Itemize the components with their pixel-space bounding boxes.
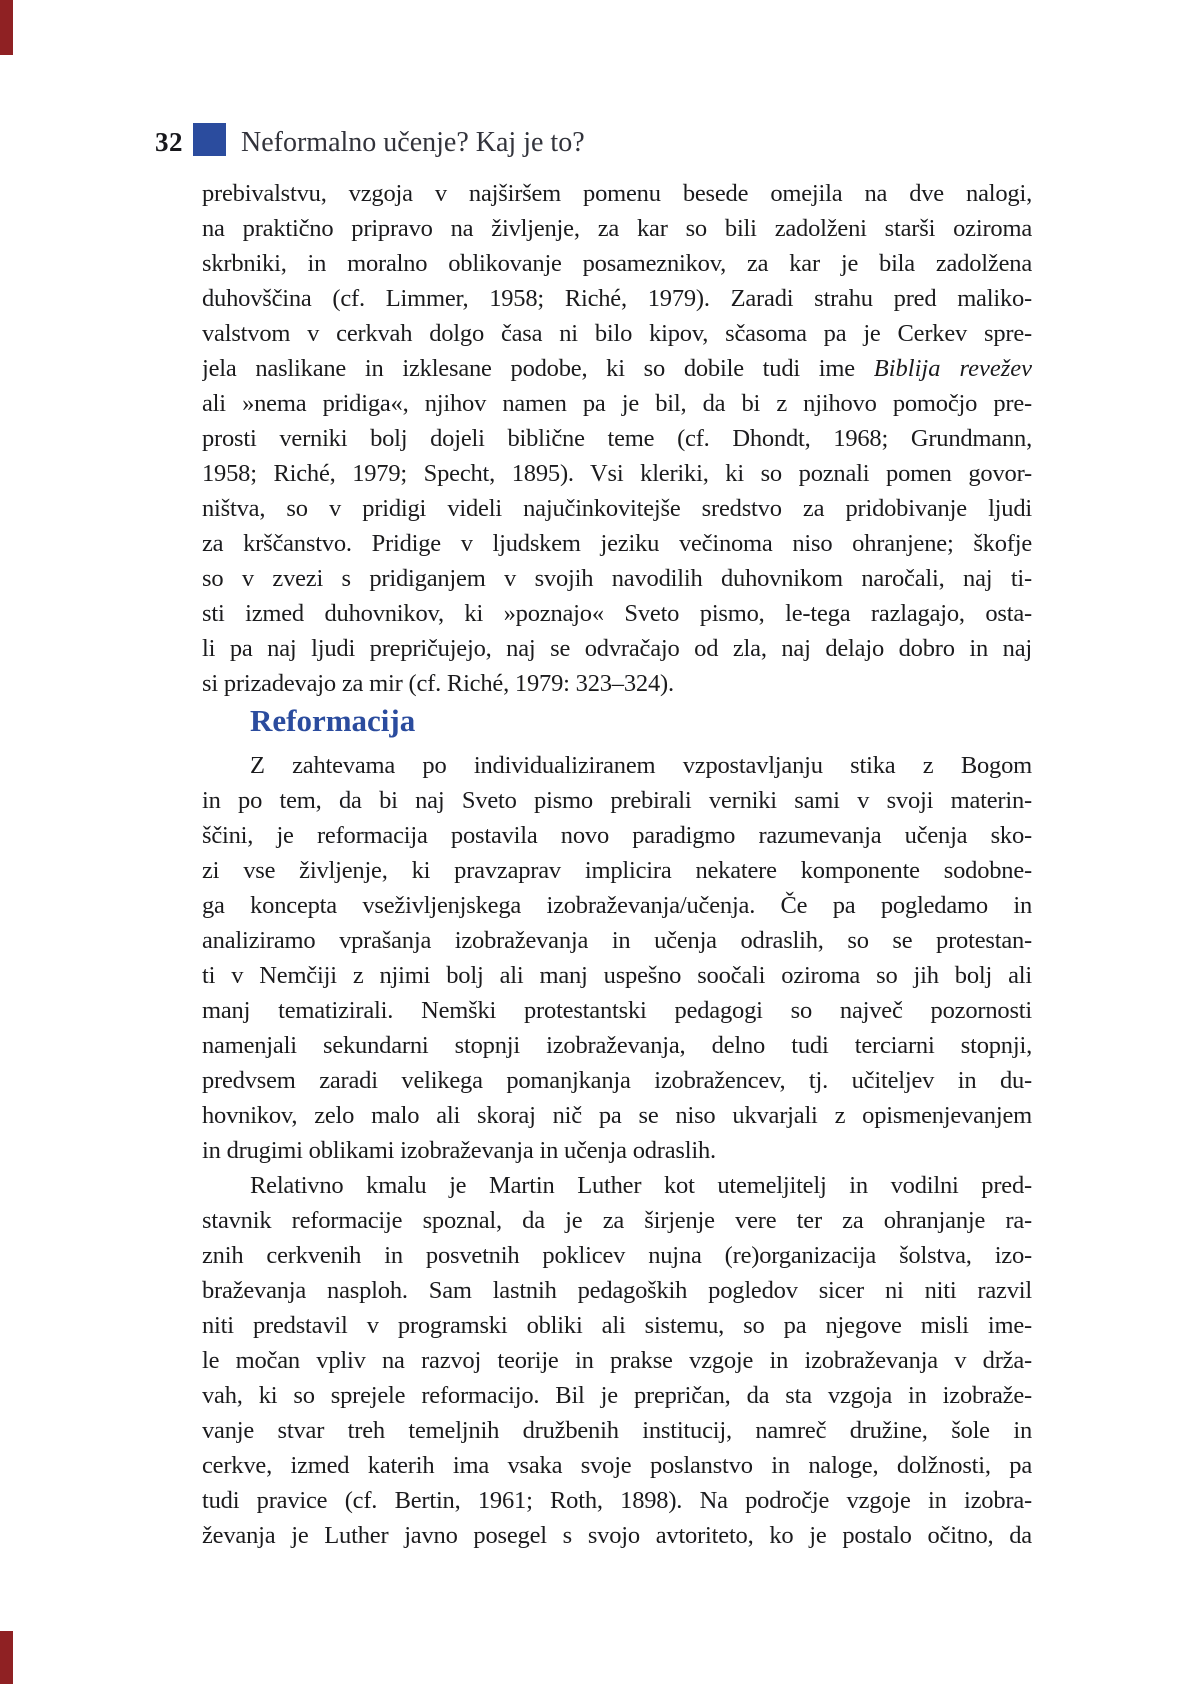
text-line: stavnik reformacije spoznal, da je za širjenje vere ter za ohranjanje ra-	[202, 1207, 1032, 1234]
paragraph	[202, 1168, 1032, 1553]
running-head	[155, 118, 585, 159]
text-line: in po tem, da bi naj Sveto pismo prebirali verniki sami v svoji materin-	[202, 787, 1032, 814]
page-edge-mark-bottom	[0, 1631, 13, 1684]
text-line: Z zahtevama po individualiziranem vzpostavljanju stika z Bogom	[250, 752, 1032, 779]
header-square-marker	[193, 123, 226, 156]
text-line: valstvom v cerkvah dolgo časa ni bilo kipov, sčasoma pa je Cerkev spre-	[202, 320, 1032, 347]
text-line: 1958; Riché, 1979; Specht, 1895). Vsi kleriki, ki so poznali pomen govor-	[202, 460, 1032, 487]
body-content	[202, 176, 1032, 1553]
text-line: sti izmed duhovnikov, ki »poznajo« Sveto pismo, le-tega razlagajo, osta-	[202, 600, 1032, 627]
text-line: Relativno kmalu je Martin Luther kot utemeljitelj in vodilni pred-	[250, 1172, 1032, 1199]
running-title: Neformalno učenje? Kaj je to?	[241, 127, 585, 158]
text-line: li pa naj ljudi prepričujejo, naj se odvračajo od zla, naj delajo dobro in naj	[202, 635, 1032, 662]
text-line: hovnikov, zelo malo ali skoraj nič pa se niso ukvarjali z opismenjevanjem	[202, 1102, 1032, 1129]
page-number: 32	[155, 127, 183, 157]
text-line: in drugimi oblikami izobraževanja in učenja odraslih.	[202, 1137, 716, 1164]
text-line: niti predstavil v programski obliki ali sistemu, so pa njegove misli ime-	[202, 1312, 1032, 1339]
text-line: braževanja nasploh. Sam lastnih pedagoških pogledov sicer ni niti razvil	[202, 1277, 1032, 1304]
text-line: ževanja je Luther javno posegel s svojo avtoriteto, ko je postalo očitno, da	[202, 1522, 1032, 1549]
text-line: manj tematizirali. Nemški protestantski pedagogi so največ pozornosti	[202, 997, 1032, 1024]
text-line: le močan vpliv na razvoj teorije in prakse vzgoje in izobraževanja v drža-	[202, 1347, 1032, 1374]
text-line: analiziramo vprašanja izobraževanja in učenja odraslih, so se protestan-	[202, 927, 1032, 954]
paragraph	[202, 176, 1032, 701]
text-line: namenjali sekundarni stopnji izobraževanja, delno tudi terciarni stopnji,	[202, 1032, 1032, 1059]
text-line: prebivalstvu, vzgoja v najširšem pomenu besede omejila na dve nalogi,	[202, 180, 1032, 207]
text-line: vah, ki so sprejele reformacijo. Bil je prepričan, da sta vzgoja in izobraže-	[202, 1382, 1032, 1409]
text-line: cerkve, izmed katerih ima vsaka svoje poslanstvo in naloge, dolžnosti, pa	[202, 1452, 1032, 1479]
text-line: na praktično pripravo na življenje, za kar so bili zadolženi starši oziroma	[202, 215, 1032, 242]
text-line: za krščanstvo. Pridige v ljudskem jeziku večinoma niso ohranjene; škofje	[202, 530, 1032, 557]
text-line: ga koncepta vseživljenjskega izobraževanja/učenja. Če pa pogledamo in	[202, 892, 1032, 919]
text-line: ništva, so v pridigi videli najučinkovitejše sredstvo za pridobivanje ljudi	[202, 495, 1032, 522]
text-line: ali »nema pridiga«, njihov namen pa je bil, da bi z njihovo pomočjo pre-	[202, 390, 1032, 417]
text-line: jela naslikane in izklesane podobe, ki so dobile tudi ime Biblija revežev	[202, 355, 1032, 382]
section-heading: Reformacija	[250, 703, 416, 738]
text-line: ščini, je reformacija postavila novo paradigmo razumevanja učenja sko-	[202, 822, 1032, 849]
text-line: skrbniki, in moralno oblikovanje posameznikov, za kar je bila zadolžena	[202, 250, 1032, 277]
text-line: zi vse življenje, ki pravzaprav implicira nekatere komponente sodobne-	[202, 857, 1032, 884]
page-edge-mark-top	[0, 0, 13, 55]
text-line: predvsem zaradi velikega pomanjkanja izobražencev, tj. učiteljev in du-	[202, 1067, 1032, 1094]
text-line: ti v Nemčiji z njimi bolj ali manj uspešno soočali oziroma so jih bolj ali	[202, 962, 1032, 989]
text-line: so v zvezi s pridiganjem v svojih navodilih duhovnikom naročali, naj ti-	[202, 565, 1032, 592]
text-line: tudi pravice (cf. Bertin, 1961; Roth, 1898). Na področje vzgoje in izobra-	[202, 1487, 1032, 1514]
text-line: duhovščina (cf. Limmer, 1958; Riché, 1979). Zaradi strahu pred maliko-	[202, 285, 1032, 312]
text-line: vanje stvar treh temeljnih družbenih institucij, namreč družine, šole in	[202, 1417, 1032, 1444]
text-line: prosti verniki bolj dojeli biblične teme (cf. Dhondt, 1968; Grundmann,	[202, 425, 1032, 452]
text-line: znih cerkvenih in posvetnih poklicev nujna (re)organizacija šolstva, izo-	[202, 1242, 1032, 1269]
text-line: si prizadevajo za mir (cf. Riché, 1979: 323–324).	[202, 670, 674, 697]
paragraph	[202, 748, 1032, 1168]
